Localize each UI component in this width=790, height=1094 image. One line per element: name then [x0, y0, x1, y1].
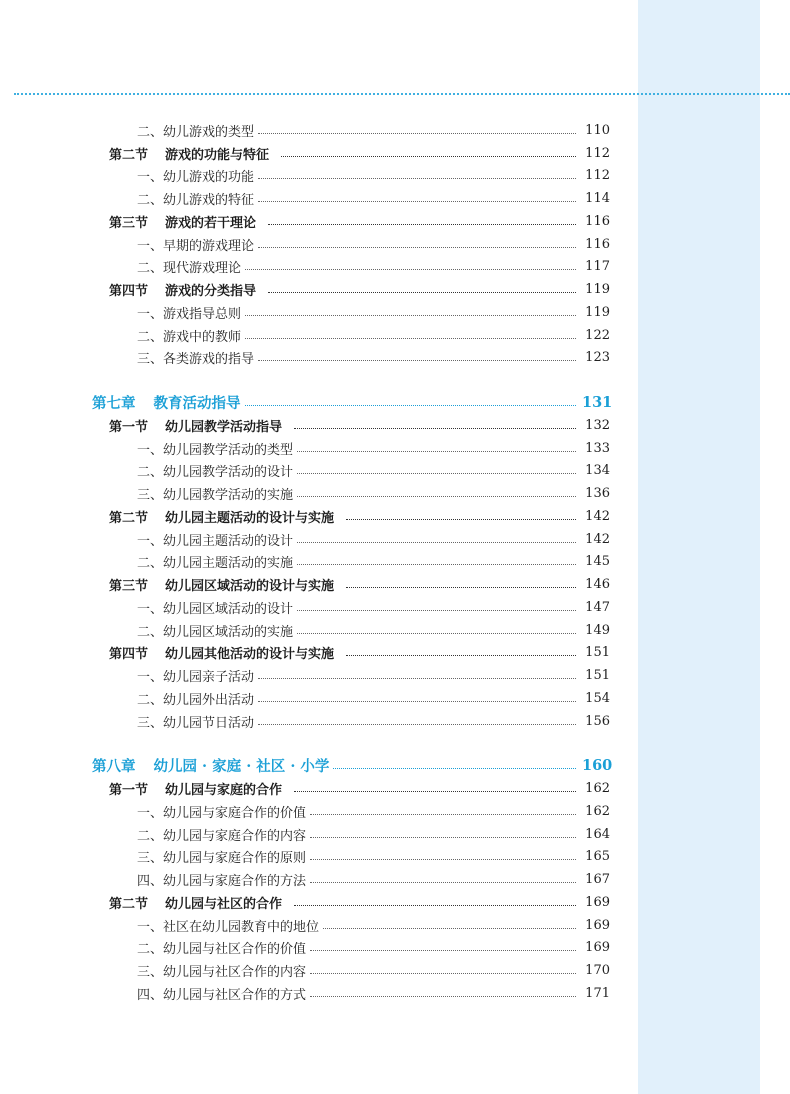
dot-leader [258, 701, 576, 702]
toc-entry-title [0, 257, 241, 276]
section-title: 游戏的若干理论 [165, 215, 257, 231]
chapter-title: 教育活动指导 [153, 395, 241, 413]
page-number: 169 [585, 940, 610, 956]
item-title: 一、游戏指导总则 [137, 306, 242, 322]
dot-leader [258, 360, 576, 361]
dot-leader [310, 837, 576, 838]
section-number: 第三节 [109, 579, 149, 595]
toc-item-row[interactable] [0, 710, 610, 733]
toc-entry-title [0, 348, 254, 367]
item-title: 一、幼儿园教学活动的类型 [137, 442, 294, 458]
section-number: 第二节 [109, 896, 149, 912]
page-number: 169 [585, 917, 610, 933]
section-number: 第二节 [109, 510, 149, 526]
page-number: 162 [585, 781, 610, 797]
item-title: 二、幼儿园区域活动的实施 [137, 624, 294, 640]
page-number: 114 [585, 191, 610, 207]
page-number: 110 [585, 122, 610, 138]
item-title: 二、幼儿园与家庭合作的内容 [137, 828, 307, 844]
dot-leader [346, 655, 576, 656]
page-number: 156 [585, 713, 610, 729]
page-number: 170 [585, 963, 610, 979]
toc-entry-title [0, 598, 293, 617]
page-number: 131 [582, 394, 613, 412]
page-number: 165 [585, 849, 610, 865]
dot-leader [333, 768, 576, 769]
toc-entry-title [0, 916, 319, 935]
page-number: 142 [585, 508, 610, 524]
toc-entry-title [0, 802, 306, 821]
toc-item-row[interactable] [0, 800, 610, 823]
dot-leader [310, 882, 576, 883]
toc-entry-title [0, 189, 254, 208]
item-title: 四、幼儿园与社区合作的方式 [137, 987, 307, 1003]
toc-item-row[interactable] [0, 482, 610, 505]
page-number: 151 [585, 668, 610, 684]
page-number: 119 [585, 282, 610, 298]
toc-item-row[interactable] [0, 982, 610, 1005]
toc-entry-title [0, 416, 282, 435]
item-title: 一、社区在幼儿园教育中的地位 [137, 919, 320, 935]
item-title: 一、幼儿园亲子活动 [137, 670, 255, 686]
item-title: 三、幼儿园与社区合作的内容 [137, 965, 307, 981]
item-title: 二、幼儿园与社区合作的价值 [137, 942, 307, 958]
toc-entry-title [0, 666, 254, 685]
dot-leader [245, 269, 576, 270]
toc-entry-title [0, 530, 293, 549]
page-number: 145 [585, 554, 610, 570]
toc-item-row[interactable] [0, 823, 610, 846]
toc-item-row[interactable] [0, 256, 610, 279]
dot-leader [297, 633, 576, 634]
page-number: 136 [585, 486, 610, 502]
toc-item-row[interactable] [0, 619, 610, 642]
section-number: 第三节 [109, 215, 149, 231]
chapter-number: 第七章 [92, 395, 136, 413]
dot-leader [258, 247, 576, 248]
toc-item-row[interactable] [0, 233, 610, 256]
dot-leader [310, 859, 576, 860]
toc-entry-title [0, 825, 306, 844]
toc-section-row[interactable] [0, 414, 610, 437]
page-number: 167 [585, 872, 610, 888]
dot-leader [294, 428, 576, 429]
dot-leader [268, 224, 576, 225]
toc-entry-title [0, 303, 241, 322]
toc-entry-title [0, 870, 306, 889]
page-number: 169 [585, 894, 610, 910]
toc-item-row[interactable] [0, 528, 610, 551]
page-number: 132 [585, 417, 610, 433]
toc-entry-title [0, 392, 241, 413]
section-title: 幼儿园主题活动的设计与实施 [165, 510, 335, 526]
toc-entry-title [0, 439, 293, 458]
page-number: 112 [585, 145, 610, 161]
toc-entry-title [0, 712, 254, 731]
page-number: 119 [585, 304, 610, 320]
toc-item-row[interactable] [0, 437, 610, 460]
item-title: 二、幼儿游戏的特征 [137, 193, 255, 209]
dot-leader [268, 292, 576, 293]
dot-leader [323, 928, 576, 929]
dot-leader [294, 905, 576, 906]
toc-item-row[interactable] [0, 460, 610, 483]
toc-entry-title [0, 212, 256, 231]
dot-leader [258, 724, 576, 725]
toc-item-row[interactable] [0, 301, 610, 324]
toc-section-row[interactable] [0, 777, 610, 800]
page-number: 171 [585, 985, 610, 1001]
page-number: 149 [585, 622, 610, 638]
page-number: 116 [585, 236, 610, 252]
page-number: 116 [585, 213, 610, 229]
chapter-title: 幼儿园 · 家庭 · 社区 · 小学 [153, 758, 330, 776]
dot-leader [310, 814, 576, 815]
item-title: 二、幼儿园主题活动的实施 [137, 556, 294, 572]
toc-chapter-row[interactable] [0, 755, 613, 778]
dot-leader [281, 156, 576, 157]
toc-item-row[interactable] [0, 596, 610, 619]
toc-entry-title [0, 961, 306, 980]
toc-entry-title [0, 280, 256, 299]
dot-leader [297, 473, 576, 474]
section-number: 第四节 [109, 284, 149, 300]
section-title: 幼儿园其他活动的设计与实施 [165, 647, 335, 663]
dot-leader [245, 338, 576, 339]
dot-leader [310, 996, 576, 997]
dot-leader [245, 405, 577, 406]
toc-item-row[interactable] [0, 551, 610, 574]
toc-item-row[interactable] [0, 868, 610, 891]
toc-item-row[interactable] [0, 119, 610, 142]
toc-item-row[interactable] [0, 687, 610, 710]
page-number: 164 [585, 826, 610, 842]
page-number: 123 [585, 350, 610, 366]
section-title: 幼儿园与家庭的合作 [165, 783, 283, 799]
toc-item-row[interactable] [0, 664, 610, 687]
toc-entry-title [0, 984, 306, 1003]
page-number: 112 [585, 168, 610, 184]
item-title: 二、游戏中的教师 [137, 329, 242, 345]
toc-entry-title [0, 575, 334, 594]
item-title: 三、幼儿园教学活动的实施 [137, 488, 294, 504]
toc-section-row[interactable] [0, 642, 610, 665]
dot-leader [297, 610, 576, 611]
item-title: 三、各类游戏的指导 [137, 352, 255, 368]
page-number: 151 [585, 645, 610, 661]
dot-leader [297, 542, 576, 543]
item-title: 一、幼儿园区域活动的设计 [137, 601, 294, 617]
page-number: 162 [585, 803, 610, 819]
toc-entry-title [0, 326, 241, 345]
toc-section-row[interactable] [0, 891, 610, 914]
toc-entry-title [0, 779, 282, 798]
page-number: 146 [585, 577, 610, 593]
item-title: 三、幼儿园与家庭合作的原则 [137, 851, 307, 867]
page-number: 147 [585, 599, 610, 615]
toc-section-row[interactable] [0, 142, 610, 165]
section-number: 第二节 [109, 147, 149, 163]
section-title: 幼儿园与社区的合作 [165, 896, 283, 912]
dot-leader [297, 496, 576, 497]
dot-leader [310, 950, 576, 951]
dot-leader [346, 587, 576, 588]
dot-leader [258, 133, 576, 134]
dot-leader [297, 564, 576, 565]
toc-item-row[interactable] [0, 187, 610, 210]
item-title: 二、幼儿园外出活动 [137, 692, 255, 708]
toc-entry-title [0, 121, 254, 140]
page-number: 134 [585, 463, 610, 479]
toc-entry-title [0, 621, 293, 640]
toc-entry-title [0, 144, 269, 163]
section-title: 游戏的分类指导 [165, 284, 257, 300]
toc-item-row[interactable] [0, 846, 610, 869]
item-title: 三、幼儿园节日活动 [137, 715, 255, 731]
section-number: 第一节 [109, 783, 149, 799]
toc-entry-title [0, 166, 254, 185]
toc-entry-title [0, 484, 293, 503]
toc-entry-title [0, 689, 254, 708]
toc-entry-title [0, 507, 334, 526]
side-color-band [638, 0, 760, 1094]
page-number: 122 [585, 327, 610, 343]
toc-item-row[interactable] [0, 959, 610, 982]
item-title: 二、幼儿游戏的类型 [137, 124, 255, 140]
item-title: 一、幼儿园主题活动的设计 [137, 533, 294, 549]
dot-leader [258, 178, 576, 179]
toc-item-row[interactable] [0, 324, 610, 347]
toc-item-row[interactable] [0, 347, 610, 370]
toc-item-row[interactable] [0, 937, 610, 960]
item-title: 一、幼儿园与家庭合作的价值 [137, 805, 307, 821]
dot-leader [297, 451, 576, 452]
toc-item-row[interactable] [0, 165, 610, 188]
page-number: 133 [585, 440, 610, 456]
section-title: 幼儿园教学活动指导 [165, 419, 283, 435]
section-title: 游戏的功能与特征 [165, 147, 270, 163]
dot-leader [346, 519, 576, 520]
table-of-contents [0, 119, 613, 1005]
toc-entry-title [0, 847, 306, 866]
toc-entry-title [0, 893, 282, 912]
page-number: 160 [582, 757, 613, 775]
dot-leader [258, 201, 576, 202]
toc-entry-title [0, 552, 293, 571]
chapter-number: 第八章 [92, 758, 136, 776]
section-title: 幼儿园区域活动的设计与实施 [165, 579, 335, 595]
page-number: 117 [585, 259, 610, 275]
section-number: 第四节 [109, 647, 149, 663]
section-number: 第一节 [109, 419, 149, 435]
toc-section-row[interactable] [0, 573, 610, 596]
page-number: 142 [585, 531, 610, 547]
dot-leader [245, 315, 576, 316]
toc-entry-title [0, 938, 306, 957]
toc-entry-title [0, 643, 334, 662]
toc-entry-title [0, 461, 293, 480]
item-title: 一、早期的游戏理论 [137, 238, 255, 254]
toc-chapter-row[interactable] [0, 391, 613, 414]
dot-leader [258, 678, 576, 679]
item-title: 四、幼儿园与家庭合作的方法 [137, 874, 307, 890]
toc-section-row[interactable] [0, 278, 610, 301]
item-title: 二、现代游戏理论 [137, 261, 242, 277]
toc-item-row[interactable] [0, 914, 610, 937]
dotted-header-rule [14, 93, 790, 95]
item-title: 一、幼儿游戏的功能 [137, 170, 255, 186]
dot-leader [294, 791, 576, 792]
page-number: 154 [585, 690, 610, 706]
dot-leader [310, 973, 576, 974]
toc-section-row[interactable] [0, 210, 610, 233]
toc-entry-title [0, 755, 329, 776]
toc-section-row[interactable] [0, 505, 610, 528]
item-title: 二、幼儿园教学活动的设计 [137, 465, 294, 481]
toc-entry-title [0, 235, 254, 254]
